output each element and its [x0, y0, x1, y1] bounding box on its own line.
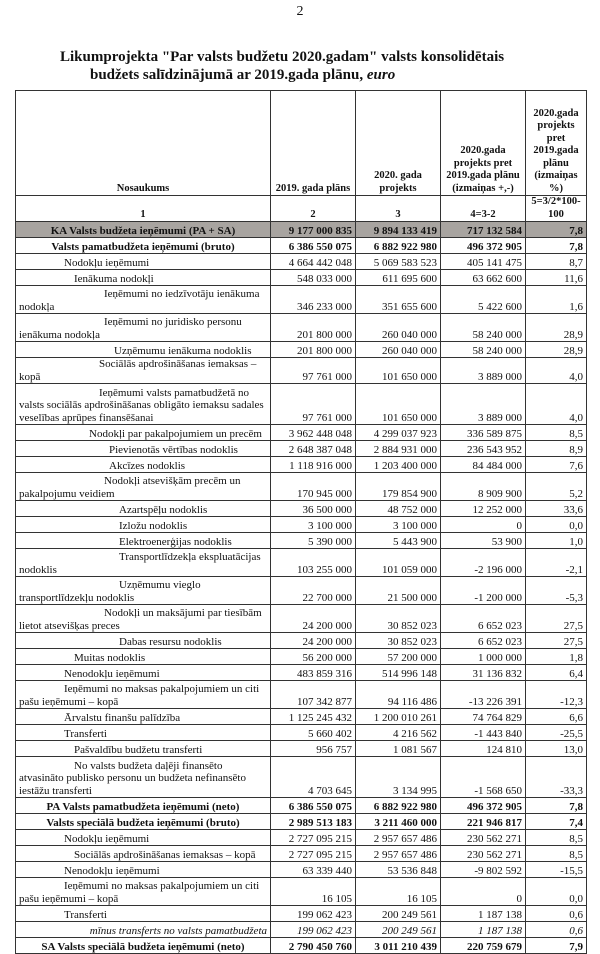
row-label: Nodokļi un maksājumi par tiesībām lietot atsevišķas preces	[16, 605, 271, 633]
table-row	[16, 286, 587, 314]
value-2019-plan: 36 500 000	[271, 501, 356, 517]
value-2019-plan: 483 859 316	[271, 665, 356, 681]
value-2020-project: 48 752 000	[356, 501, 441, 517]
value-2020-project: 101 059 000	[356, 549, 441, 577]
value-change-abs: 8 909 900	[441, 473, 526, 501]
value-change-pct: 8,5	[526, 425, 587, 441]
value-2020-project: 3 211 460 000	[356, 814, 441, 830]
value-2020-project: 2 957 657 486	[356, 846, 441, 862]
value-2019-plan: 16 105	[271, 878, 356, 906]
table-row	[16, 549, 587, 577]
value-change-pct: 1,6	[526, 286, 587, 314]
value-2020-project: 3 100 000	[356, 517, 441, 533]
table-row	[16, 314, 587, 342]
value-2020-project: 1 203 400 000	[356, 457, 441, 473]
table-row	[16, 342, 587, 358]
row-label: Elektroenerģijas nodoklis	[16, 533, 271, 549]
value-2020-project: 101 650 000	[356, 358, 441, 384]
table-row	[16, 830, 587, 846]
value-change-abs: 230 562 271	[441, 830, 526, 846]
value-change-pct: 0,6	[526, 906, 587, 922]
row-label: Dabas resursu nodoklis	[16, 633, 271, 649]
title-line-1: Likumprojekta "Par valsts budžetu 2020.gadam" valsts konsolidētais	[60, 49, 505, 65]
value-2019-plan: 22 700 000	[271, 577, 356, 605]
value-change-abs: 0	[441, 878, 526, 906]
value-change-pct: 7,8	[526, 238, 587, 254]
header-change-pct: 2020.gada projekts pret 2019.gada plānu (izmaiņas %)	[526, 91, 587, 196]
row-label: Muitas nodoklis	[16, 649, 271, 665]
value-change-abs: 236 543 952	[441, 441, 526, 457]
table-row	[16, 577, 587, 605]
value-change-abs: 84 484 000	[441, 457, 526, 473]
row-label: Nenodokļu ieņēmumi	[16, 862, 271, 878]
value-change-pct: 8,5	[526, 830, 587, 846]
row-label: Ieņēmumi no iedzīvotāju ienākuma nodokļa	[16, 286, 271, 314]
value-2019-plan: 9 177 000 835	[271, 222, 356, 238]
table-row	[16, 441, 587, 457]
table-row	[16, 533, 587, 549]
row-label: Ieņēmumi no juridisko personu ienākuma nodokļa	[16, 314, 271, 342]
value-change-pct: 28,9	[526, 314, 587, 342]
value-2019-plan: 3 962 448 048	[271, 425, 356, 441]
value-2019-plan: 24 200 000	[271, 633, 356, 649]
value-2019-plan: 2 790 450 760	[271, 938, 356, 954]
header-2019-plan: 2019. gada plāns	[271, 91, 356, 196]
index-cell: 1	[16, 196, 271, 222]
index-cell: 2	[271, 196, 356, 222]
value-change-abs: 496 372 905	[441, 798, 526, 814]
value-2020-project: 179 854 900	[356, 473, 441, 501]
value-change-abs: 6 652 023	[441, 605, 526, 633]
value-change-abs: -13 226 391	[441, 681, 526, 709]
row-label: mīnus transferts no valsts pamatbudžeta	[16, 922, 271, 938]
value-2019-plan: 97 761 000	[271, 358, 356, 384]
row-label: Uzņēmumu vieglo transportlīdzekļu nodoklis	[16, 577, 271, 605]
table-row	[16, 633, 587, 649]
value-2019-plan: 6 386 550 075	[271, 798, 356, 814]
row-label: Ārvalstu finanšu palīdzība	[16, 709, 271, 725]
row-label: Nodokļu ieņēmumi	[16, 254, 271, 270]
value-change-pct: 8,9	[526, 441, 587, 457]
value-change-abs: 124 810	[441, 741, 526, 757]
value-change-abs: 58 240 000	[441, 314, 526, 342]
page-number: 2	[296, 4, 304, 19]
value-2019-plan: 199 062 423	[271, 906, 356, 922]
value-2020-project: 21 500 000	[356, 577, 441, 605]
value-2020-project: 94 116 486	[356, 681, 441, 709]
value-change-pct: 1,8	[526, 649, 587, 665]
header-change-abs: 2020.gada projekts pret 2019.gada plānu (izmaiņas +,-)	[441, 91, 526, 196]
value-change-pct: 4,0	[526, 358, 587, 384]
value-change-pct: 28,9	[526, 342, 587, 358]
table-row	[16, 906, 587, 922]
table-row	[16, 665, 587, 681]
row-label: Ieņēmumi no maksas pakalpojumiem un citi pašu ieņēmumi – kopā	[16, 681, 271, 709]
value-change-pct: 8,5	[526, 846, 587, 862]
value-change-abs: 0	[441, 517, 526, 533]
value-change-pct: 7,4	[526, 814, 587, 830]
value-change-pct: -12,3	[526, 681, 587, 709]
value-change-pct: -5,3	[526, 577, 587, 605]
value-change-abs: 3 889 000	[441, 384, 526, 425]
value-change-pct: 5,2	[526, 473, 587, 501]
value-change-pct: -25,5	[526, 725, 587, 741]
value-2019-plan: 3 100 000	[271, 517, 356, 533]
table-row	[16, 846, 587, 862]
value-2020-project: 30 852 023	[356, 605, 441, 633]
row-label: PA Valsts pamatbudžeta ieņēmumi (neto)	[16, 798, 271, 814]
row-label: Sociālās apdrošināšanas iemaksas – kopā	[16, 846, 271, 862]
value-2019-plan: 107 342 877	[271, 681, 356, 709]
value-change-abs: 405 141 475	[441, 254, 526, 270]
value-2020-project: 2 957 657 486	[356, 830, 441, 846]
value-2019-plan: 5 660 402	[271, 725, 356, 741]
row-label: Azartspēļu nodoklis	[16, 501, 271, 517]
table-row	[16, 270, 587, 286]
title-line-2	[60, 66, 580, 84]
value-change-pct: 4,0	[526, 384, 587, 425]
table-row	[16, 709, 587, 725]
value-change-abs: 220 759 679	[441, 938, 526, 954]
header-2020-project: 2020. gada projekts	[356, 91, 441, 196]
value-2020-project: 5 443 900	[356, 533, 441, 549]
value-2020-project: 611 695 600	[356, 270, 441, 286]
value-2020-project: 1 081 567	[356, 741, 441, 757]
row-label: No valsts budžeta daļēji finansēto atvasināto publisko personu un budžeta nefinansēto iestāžu transferti	[16, 757, 271, 798]
table-row	[16, 605, 587, 633]
table-row	[16, 725, 587, 741]
table-row	[16, 862, 587, 878]
value-2019-plan: 2 727 095 215	[271, 846, 356, 862]
value-2019-plan: 56 200 000	[271, 649, 356, 665]
table-row	[16, 798, 587, 814]
value-change-abs: 1 187 138	[441, 922, 526, 938]
value-2019-plan: 956 757	[271, 741, 356, 757]
value-change-abs: 3 889 000	[441, 358, 526, 384]
value-change-pct: 13,0	[526, 741, 587, 757]
value-2019-plan: 2 989 513 183	[271, 814, 356, 830]
value-change-pct: 0,0	[526, 517, 587, 533]
value-change-abs: -9 802 592	[441, 862, 526, 878]
value-2020-project: 351 655 600	[356, 286, 441, 314]
row-label: Pašvaldību budžetu transferti	[16, 741, 271, 757]
index-cell: 4=3-2	[441, 196, 526, 222]
table-row	[16, 358, 587, 384]
value-change-abs: 717 132 584	[441, 222, 526, 238]
value-2020-project: 3 011 210 439	[356, 938, 441, 954]
value-change-pct: 33,6	[526, 501, 587, 517]
table-row	[16, 501, 587, 517]
row-label: Nodokļi par pakalpojumiem un precēm	[16, 425, 271, 441]
value-change-abs: 31 136 832	[441, 665, 526, 681]
table-row	[16, 425, 587, 441]
row-label: Nodokļi atsevišķām precēm un pakalpojumu veidiem	[16, 473, 271, 501]
table-row	[16, 254, 587, 270]
value-change-pct: -15,5	[526, 862, 587, 878]
value-change-pct: 27,5	[526, 605, 587, 633]
table-row	[16, 649, 587, 665]
value-change-pct: -33,3	[526, 757, 587, 798]
value-2019-plan: 548 033 000	[271, 270, 356, 286]
row-label: Nodokļu ieņēmumi	[16, 830, 271, 846]
title-line-2-text: budžets salīdzinājumā ar 2019.gada plānu,	[90, 67, 367, 83]
value-2019-plan: 5 390 000	[271, 533, 356, 549]
value-change-abs: 12 252 000	[441, 501, 526, 517]
value-2020-project: 16 105	[356, 878, 441, 906]
table-row	[16, 814, 587, 830]
value-change-abs: 336 589 875	[441, 425, 526, 441]
value-2020-project: 2 884 931 000	[356, 441, 441, 457]
value-2020-project: 6 882 922 980	[356, 238, 441, 254]
value-2020-project: 200 249 561	[356, 922, 441, 938]
value-2019-plan: 199 062 423	[271, 922, 356, 938]
value-2019-plan: 97 761 000	[271, 384, 356, 425]
row-label: Sociālās apdrošināšanas iemaksas – kopā	[16, 358, 271, 384]
value-2019-plan: 24 200 000	[271, 605, 356, 633]
value-change-abs: 221 946 817	[441, 814, 526, 830]
table-row	[16, 457, 587, 473]
row-label: KA Valsts budžeta ieņēmumi (PA + SA)	[16, 222, 271, 238]
value-2019-plan: 346 233 000	[271, 286, 356, 314]
value-2020-project: 4 299 037 923	[356, 425, 441, 441]
table-row	[16, 741, 587, 757]
value-2020-project: 9 894 133 419	[356, 222, 441, 238]
index-row	[16, 196, 587, 222]
value-change-abs: 63 662 600	[441, 270, 526, 286]
value-change-abs: 5 422 600	[441, 286, 526, 314]
value-2019-plan: 2 648 387 048	[271, 441, 356, 457]
table-row	[16, 757, 587, 798]
value-change-pct: 1,0	[526, 533, 587, 549]
value-2020-project: 3 134 995	[356, 757, 441, 798]
value-change-abs: -1 200 000	[441, 577, 526, 605]
value-2020-project: 200 249 561	[356, 906, 441, 922]
value-2019-plan: 201 800 000	[271, 342, 356, 358]
value-2020-project: 260 040 000	[356, 342, 441, 358]
value-change-abs: 1 187 138	[441, 906, 526, 922]
row-label: Valsts speciālā budžeta ieņēmumi (bruto)	[16, 814, 271, 830]
table-row	[16, 878, 587, 906]
value-change-pct: 27,5	[526, 633, 587, 649]
value-change-abs: 1 000 000	[441, 649, 526, 665]
value-change-pct: 11,6	[526, 270, 587, 286]
value-2019-plan: 2 727 095 215	[271, 830, 356, 846]
value-2019-plan: 4 664 442 048	[271, 254, 356, 270]
value-2020-project: 1 200 010 261	[356, 709, 441, 725]
row-label: Transportlīdzekļa ekspluatācijas nodoklis	[16, 549, 271, 577]
table-row	[16, 938, 587, 954]
value-change-abs: 58 240 000	[441, 342, 526, 358]
row-label: Ienākuma nodokļi	[16, 270, 271, 286]
index-cell: 5=3/2*100-100	[526, 196, 587, 222]
value-2019-plan: 63 339 440	[271, 862, 356, 878]
value-change-pct: 7,6	[526, 457, 587, 473]
value-change-abs: -2 196 000	[441, 549, 526, 577]
value-2019-plan: 1 125 245 432	[271, 709, 356, 725]
value-2019-plan: 103 255 000	[271, 549, 356, 577]
value-change-abs: 53 900	[441, 533, 526, 549]
table-row	[16, 681, 587, 709]
value-change-pct: 6,6	[526, 709, 587, 725]
row-label: Valsts pamatbudžeta ieņēmumi (bruto)	[16, 238, 271, 254]
value-change-pct: 7,8	[526, 798, 587, 814]
table-row	[16, 473, 587, 501]
row-label: Nenodokļu ieņēmumi	[16, 665, 271, 681]
value-change-abs: 230 562 271	[441, 846, 526, 862]
row-label: SA Valsts speciālā budžeta ieņēmumi (neto)	[16, 938, 271, 954]
value-2020-project: 30 852 023	[356, 633, 441, 649]
value-2019-plan: 1 118 916 000	[271, 457, 356, 473]
value-change-pct: -2,1	[526, 549, 587, 577]
row-label: Transferti	[16, 906, 271, 922]
budget-table	[15, 90, 587, 954]
table-row	[16, 222, 587, 238]
value-change-abs: -1 443 840	[441, 725, 526, 741]
value-change-abs: 74 764 829	[441, 709, 526, 725]
value-change-abs: 6 652 023	[441, 633, 526, 649]
value-2019-plan: 201 800 000	[271, 314, 356, 342]
value-2020-project: 53 536 848	[356, 862, 441, 878]
row-label: Pievienotās vērtības nodoklis	[16, 441, 271, 457]
value-2020-project: 260 040 000	[356, 314, 441, 342]
value-change-pct: 0,6	[526, 922, 587, 938]
row-label: Transferti	[16, 725, 271, 741]
header-name: Nosaukums	[16, 91, 271, 196]
value-change-pct: 8,7	[526, 254, 587, 270]
value-change-abs: -1 568 650	[441, 757, 526, 798]
value-change-pct: 7,8	[526, 222, 587, 238]
row-label: Ieņēmumi no maksas pakalpojumiem un citi pašu ieņēmumi – kopā	[16, 878, 271, 906]
value-2020-project: 514 996 148	[356, 665, 441, 681]
row-label: Ieņēmumi valsts pamatbudžetā no valsts sociālās apdrošināšanas obligāto iemaksu sadales veselības aprūpes finansēšanai	[16, 384, 271, 425]
title-unit: euro	[366, 67, 396, 83]
document-title	[60, 48, 580, 84]
value-change-abs: 496 372 905	[441, 238, 526, 254]
value-2019-plan: 4 703 645	[271, 757, 356, 798]
table-row	[16, 384, 587, 425]
value-2020-project: 6 882 922 980	[356, 798, 441, 814]
value-change-pct: 0,0	[526, 878, 587, 906]
index-cell: 3	[356, 196, 441, 222]
value-change-pct: 7,9	[526, 938, 587, 954]
header-row	[16, 91, 587, 196]
table-row	[16, 922, 587, 938]
value-2020-project: 101 650 000	[356, 384, 441, 425]
row-label: Izložu nodoklis	[16, 517, 271, 533]
value-2020-project: 5 069 583 523	[356, 254, 441, 270]
table-row	[16, 517, 587, 533]
value-2019-plan: 6 386 550 075	[271, 238, 356, 254]
table-row	[16, 238, 587, 254]
value-2019-plan: 170 945 000	[271, 473, 356, 501]
value-2020-project: 4 216 562	[356, 725, 441, 741]
row-label: Uzņēmumu ienākuma nodoklis	[16, 342, 271, 358]
value-change-pct: 6,4	[526, 665, 587, 681]
value-2020-project: 57 200 000	[356, 649, 441, 665]
row-label: Akcīzes nodoklis	[16, 457, 271, 473]
